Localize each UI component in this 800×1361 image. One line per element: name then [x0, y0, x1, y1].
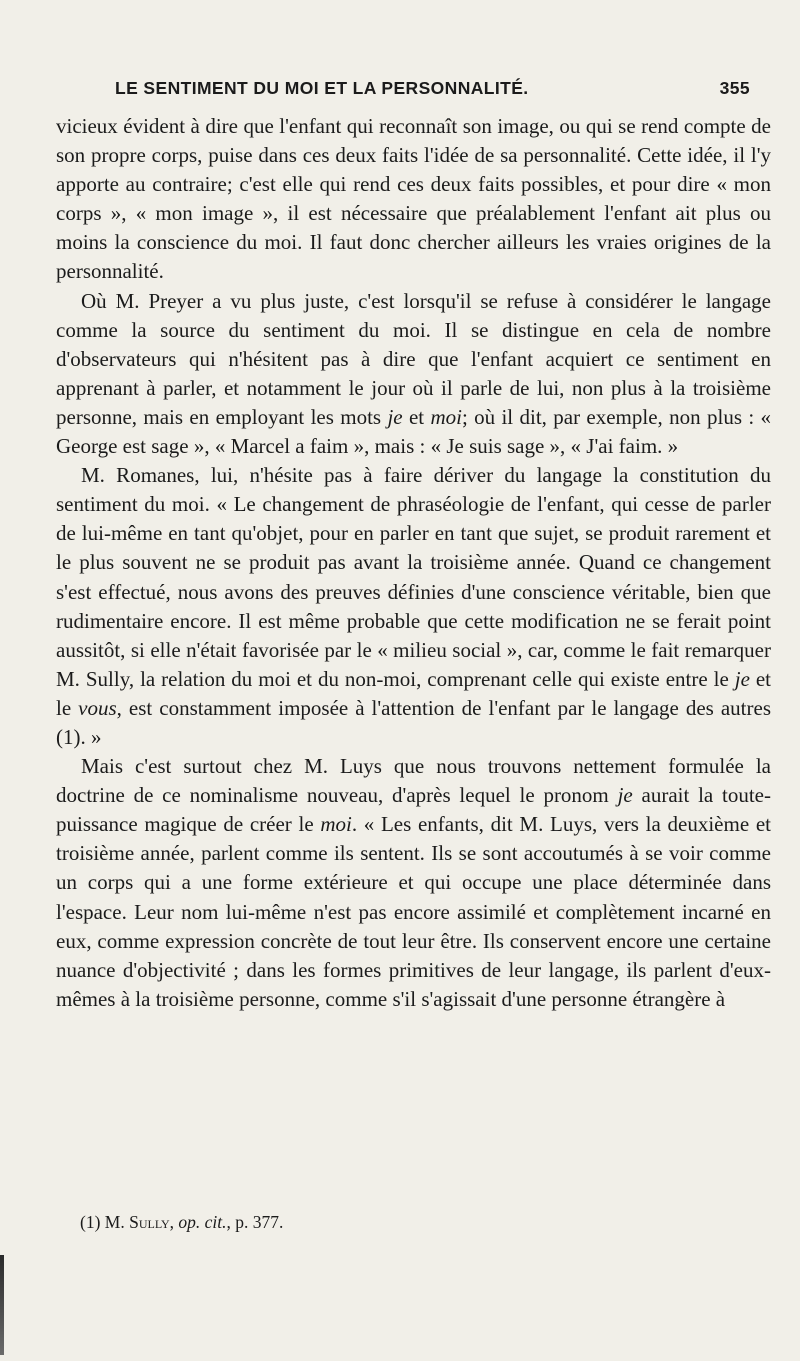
text-segment: Mais c'est surtout chez M. Luys que nous trouvons nettement formulée la doctrine de ce nominalisme nouveau, d'après lequel le pronom: [56, 754, 771, 808]
paragraph: [56, 112, 771, 287]
text-segment: et: [402, 404, 431, 429]
footnote-author: Sully: [129, 1212, 170, 1232]
text-segment: . « Les enfants, dit M. Luys, vers la deuxième et troisième année, parlent comme ils sentent. Ils se sont accoutumés à se voir comme un corps qui a une forme extérieure et qui occupe une place déterminée dans l'espace. Leur nom lui-même n'est pas encore assimilé et complètement incarné en eux, comme expression concrète de tout leur être. Ils conservent encore une certaine nuance d'objectivité ; dans les formes primitives de leur langage, ils parlent d'eux-mêmes à la troisième personne, comme s'il s'agissait d'une personne étrangère à: [56, 812, 771, 1011]
footnote: (1) M. Sully, op. cit., p. 377.: [80, 1212, 284, 1232]
italic-term: je: [387, 404, 403, 429]
italic-term: je: [617, 783, 633, 808]
text-segment: ; où il dit, par exemple, non plus : « George est sage », « Marcel a faim », mais : « Je suis sage », « J'ai faim. »: [56, 404, 772, 459]
italic-term: moi: [430, 404, 462, 429]
body-text: [56, 112, 771, 1014]
paragraph: [56, 461, 771, 752]
paragraph: [56, 287, 771, 462]
footnote-ref: op. cit.: [178, 1212, 227, 1232]
italic-term: vous: [78, 695, 117, 720]
text-segment: Où M. Preyer a vu plus juste, c'est lorsqu'il se refuse à considérer le langage comme la source du sentiment du moi. Il se distingue en cela de nombre d'observateurs qui n'hésitent pas à dire que l'enfant acquiert ce sentiment en apprenant à parler, et notamment le jour où il parle de lui, non plus à la troisième personne, mais en employant les mots: [56, 288, 771, 429]
italic-term: je: [734, 666, 750, 691]
page-number: 355: [719, 78, 750, 98]
footnote-marker: (1): [80, 1212, 101, 1232]
paragraph: [56, 752, 771, 1014]
text-segment: M. Romanes, lui, n'hésite pas à faire dériver du langage la constitution du sentiment du moi. « Le changement de phraséologie de l'enfant, qui cesse de parler de lui-même en tant qu'objet, pour en parler en tant que sujet, se produit rarement et le plus souvent ne se produit pas avant la troisième année. Quand ce changement s'est effectué, nous avons des preuves définies d'une conscience véritable, bien que rudimentaire encore. Il est même probable que cette modification ne se ferait point aussitôt, si elle n'était favorisée par le « milieu social », car, comme le fait remarquer M. Sully, la relation du moi et du non-moi, comprenant celle qui existe entre le: [56, 463, 771, 691]
footnote-author-prefix: M.: [104, 1212, 125, 1232]
header-title: LE SENTIMENT DU MOI ET LA PERSONNALITÉ.: [115, 78, 529, 98]
footnote-page: , p. 377.: [226, 1212, 284, 1232]
page-edge-shadow: [0, 1255, 4, 1355]
italic-term: moi: [320, 812, 352, 837]
text-segment: et le: [56, 666, 772, 720]
text-segment: aurait la toute-puissance magique de créer le: [56, 783, 772, 837]
text-segment: , est constamment imposée à l'attention de l'enfant par le langage des autres (1). »: [56, 695, 772, 749]
text-segment: vicieux évident à dire que l'enfant qui reconnaît son image, ou qui se rend compte de son propre corps, puise dans ces deux faits l'idée de sa personnalité. Cette idée, il l'y apporte au contraire; c'est elle qui rend ces deux faits possibles, et pour dire « mon corps », « mon image », il est nécessaire que préalablement l'enfant ait plus ou moins la conscience du moi. Il faut donc chercher ailleurs les vraies origines de la personnalité.: [56, 114, 771, 284]
